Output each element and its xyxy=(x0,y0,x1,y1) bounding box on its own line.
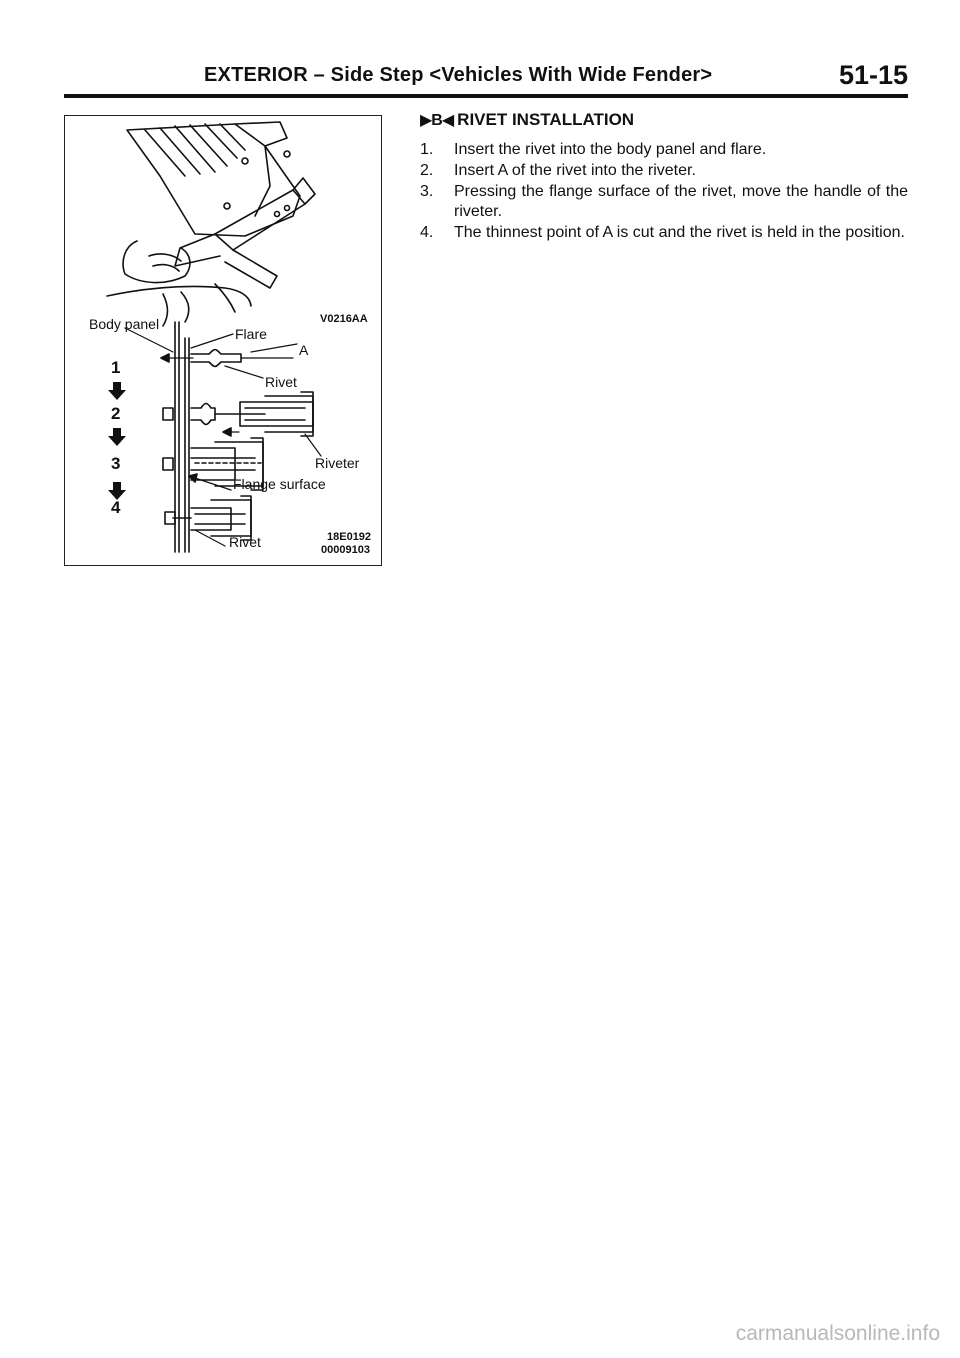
list-item xyxy=(420,140,908,160)
step-text: Insert A of the rivet into the riveter. xyxy=(454,162,696,179)
side-step-drawing xyxy=(127,122,300,236)
step-1-diagram xyxy=(125,322,297,552)
page-title: EXTERIOR – Side Step <Vehicles With Wide Fender> xyxy=(204,64,713,86)
step-text: Insert the rivet into the body panel and flare. xyxy=(454,141,767,158)
list-item xyxy=(420,223,908,243)
step-number: 1. xyxy=(420,141,434,158)
label-riveter: Riveter xyxy=(315,455,360,471)
label-rivet-bottom: Rivet xyxy=(229,534,261,550)
figure-code-bottom-1: 18E0192 xyxy=(327,531,372,543)
section-heading-text: RIVET INSTALLATION xyxy=(457,110,635,129)
step-number-4: 4 xyxy=(111,498,121,517)
step-number: 4. xyxy=(420,224,434,241)
label-flange-surface: Flange surface xyxy=(233,476,326,492)
label-rivet: Rivet xyxy=(265,374,297,390)
label-flare: Flare xyxy=(235,326,267,342)
step-number-3: 3 xyxy=(111,454,121,473)
page-header xyxy=(64,58,908,94)
figure-code-top: V0216AA xyxy=(320,313,368,325)
list-item xyxy=(420,182,908,222)
rivet-installation-section xyxy=(420,110,908,244)
step-text: The thinnest point of A is cut and the rivet is held in the position. xyxy=(454,224,905,241)
installation-steps xyxy=(420,140,908,243)
section-heading xyxy=(420,110,908,130)
hand-riveter-drawing xyxy=(175,178,315,288)
section-marker: ▶B◀ xyxy=(420,112,454,129)
rivet-installation-figure xyxy=(64,115,382,566)
step-number-1: 1 xyxy=(111,358,121,377)
watermark-text: carmanualsonline.info xyxy=(735,1322,940,1345)
figure-code-bottom-2: 00009103 xyxy=(321,544,370,556)
step-number-2: 2 xyxy=(111,404,121,423)
step-number: 2. xyxy=(420,162,434,179)
header-rule xyxy=(64,94,908,98)
step-2-diagram xyxy=(163,392,321,456)
label-a: A xyxy=(299,342,309,358)
step-arrows xyxy=(108,382,126,500)
label-body-panel: Body panel xyxy=(89,316,160,332)
step-number: 3. xyxy=(420,183,434,200)
page-number: 51-15 xyxy=(838,60,908,90)
list-item xyxy=(420,161,908,181)
step-text: Pressing the flange surface of the rivet, move the handle of the riveter. xyxy=(454,183,908,220)
